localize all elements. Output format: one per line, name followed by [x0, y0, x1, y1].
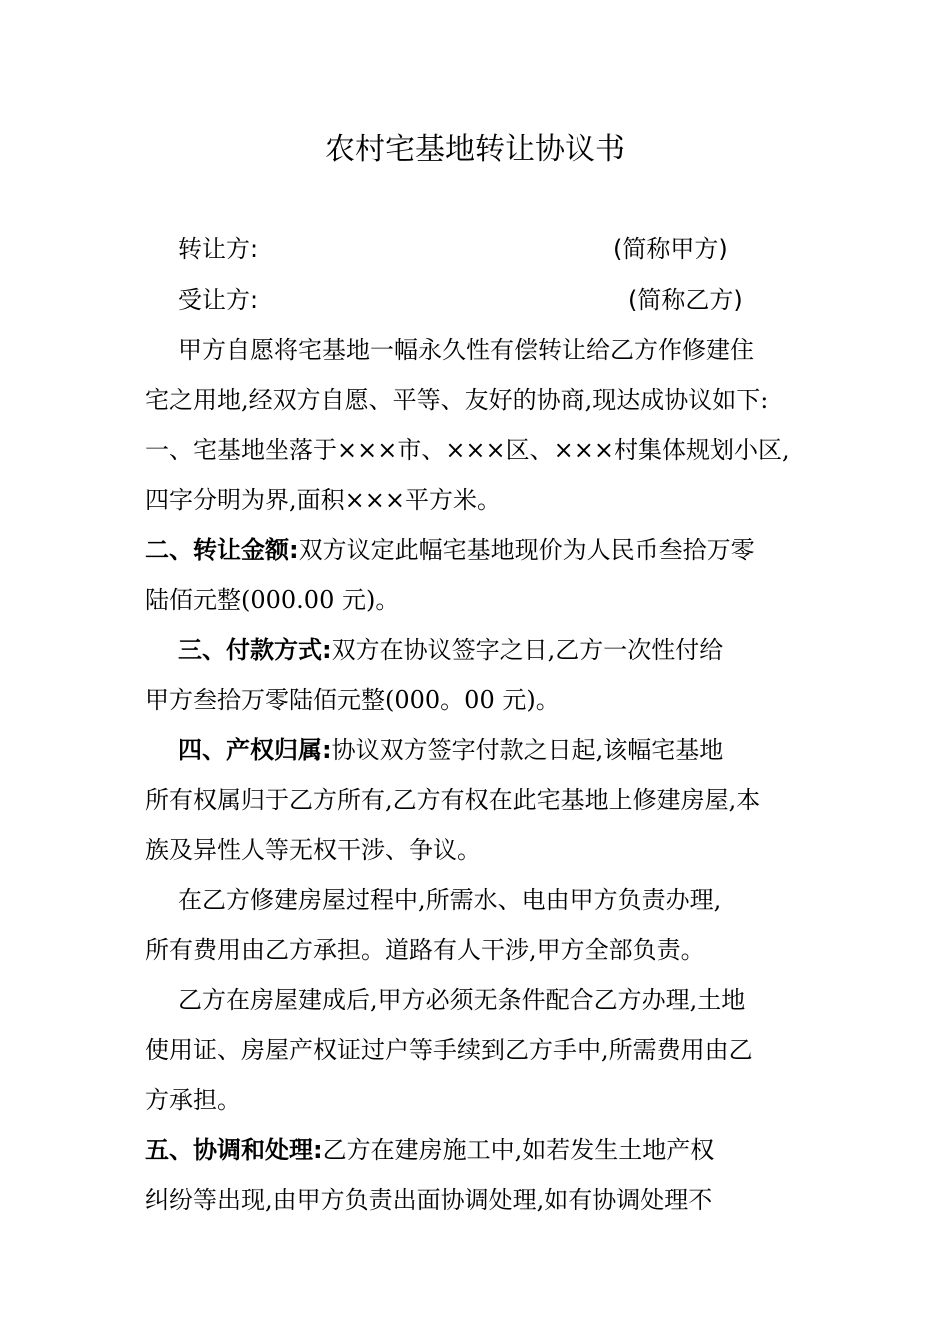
preamble-line-2: 宅之用地,经双方自愿、平等、友好的协商,现达成协议如下: — [145, 386, 769, 414]
transferee-abbreviation: (简称乙方) — [628, 286, 743, 314]
certificates-line-3: 方承担。 — [145, 1086, 241, 1114]
clause-4-line-2: 所有权属归于乙方所有,乙方有权在此宅基地上修建房屋,本 — [145, 786, 761, 814]
clause-3-text: 双方在协议签字之日,乙方一次性付给 — [331, 636, 724, 664]
clause-2-line-1 — [145, 532, 805, 568]
clause-5-heading: 五、协调和处理: — [145, 1136, 323, 1164]
clause-2-heading: 二、转让金额: — [145, 536, 299, 564]
utilities-line-2: 所有费用由乙方承担。道路有人干涉,甲方全部负责。 — [145, 936, 705, 964]
clause-3-heading: 三、付款方式: — [178, 636, 332, 664]
clause-4-line-1 — [178, 732, 805, 768]
clause-5-line-1 — [145, 1132, 805, 1168]
clause-5-line-2: 纠纷等出现,由甲方负责出面协调处理,如有协调处理不 — [145, 1186, 713, 1214]
clause-5-text: 乙方在建房施工中,如若发生土地产权 — [322, 1136, 715, 1164]
clause-3-line-2: 甲方叁拾万零陆佰元整(000。00 元)。 — [145, 686, 560, 714]
document-title: 农村宅基地转让协议书 — [325, 132, 625, 167]
certificates-line-2: 使用证、房屋产权证过户等手续到乙方手中,所需费用由乙 — [145, 1036, 753, 1064]
transferor-abbreviation: (简称甲方) — [613, 235, 728, 263]
clause-2-line-2: 陆佰元整(000.00 元)。 — [145, 586, 400, 614]
clause-2-text: 双方议定此幅宅基地现价为人民币叁拾万零 — [298, 536, 755, 564]
clause-4-text: 协议双方签字付款之日起,该幅宅基地 — [331, 736, 724, 764]
preamble-line-1: 甲方自愿将宅基地一幅永久性有偿转让给乙方作修建住 — [178, 336, 754, 364]
clause-1-line-2: 四字分明为界,面积×××平方米。 — [145, 486, 501, 514]
clause-3-line-1 — [178, 632, 805, 668]
transferee-label: 受让方: — [178, 286, 259, 314]
certificates-line-1: 乙方在房屋建成后,甲方必须无条件配合乙方办理,土地 — [178, 986, 746, 1014]
clause-4-heading: 四、产权归属: — [178, 736, 332, 764]
clause-1-line-1: 一、宅基地坐落于×××市、×××区、×××村集体规划小区, — [145, 436, 790, 464]
utilities-line-1: 在乙方修建房屋过程中,所需水、电由甲方负责办理, — [178, 886, 722, 914]
clause-4-line-3: 族及异性人等无权干涉、争议。 — [145, 836, 481, 864]
transferor-label: 转让方: — [178, 235, 259, 263]
